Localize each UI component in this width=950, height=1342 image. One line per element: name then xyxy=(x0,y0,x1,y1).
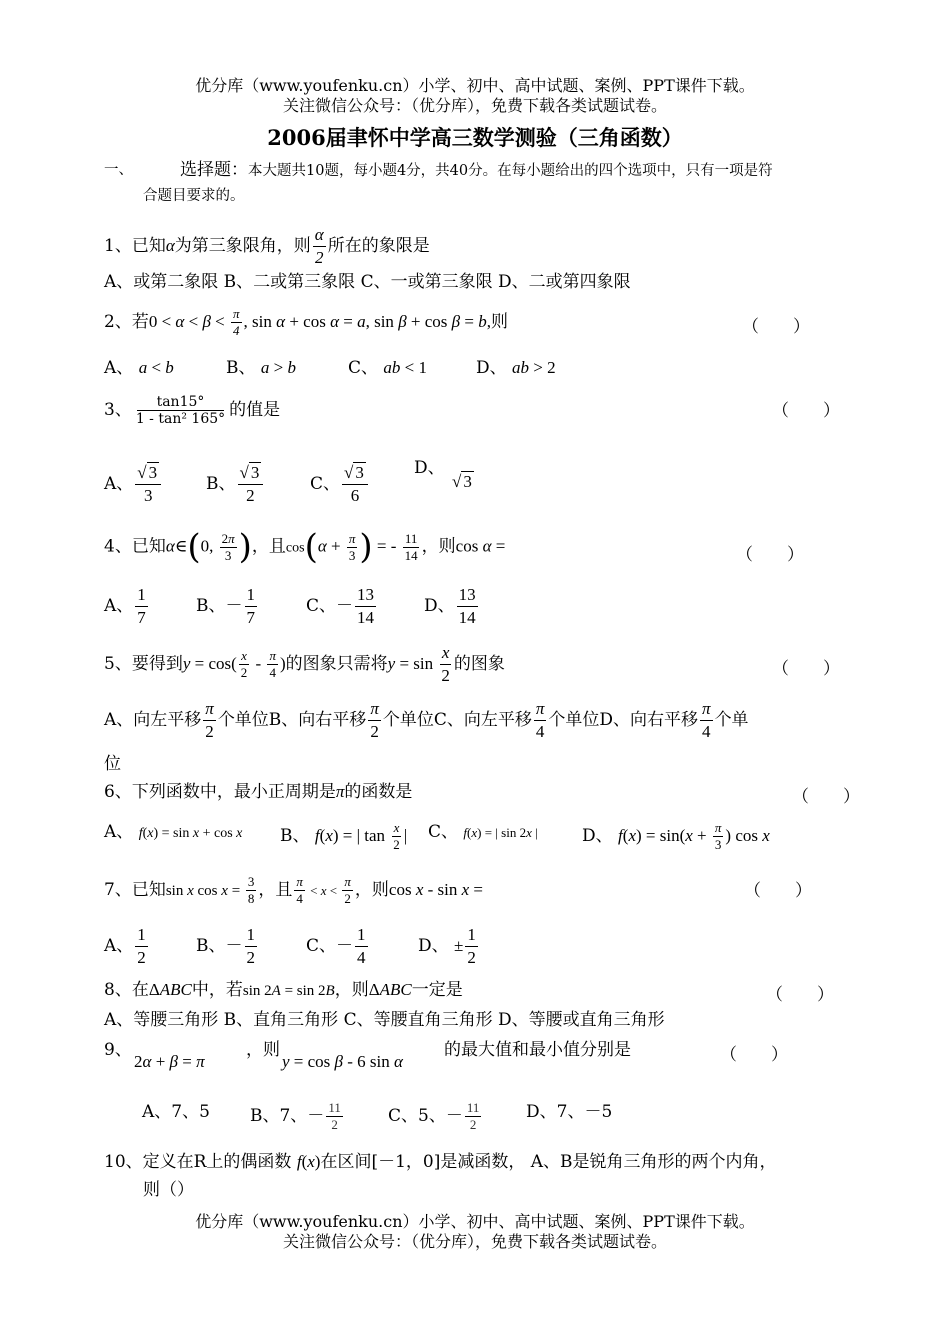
q9-option-d: D、7、－5 xyxy=(526,1102,613,1122)
question-9-expr: y = cos β - 6 sin α xyxy=(282,1052,403,1071)
question-8: 8、在ΔABC中，若sin 2A = sin 2B，则ΔABC一定是 xyxy=(104,980,463,1000)
answer-blank-3: （ ） xyxy=(772,401,840,421)
question-4: 4、已知α∈(0, $\frac{2\pi}{3}$ )，且cos(α + $\frac{\pi}{3}$ ) = - $\frac{11}{14}$ ，则cos α = xyxy=(104,527,506,567)
answer-blank-5: （ ） xyxy=(772,659,840,679)
q2-option-d: D、 ab > 2 xyxy=(476,358,556,378)
q3-option-b: B、 $\frac{√ 3}{2}$ xyxy=(206,462,265,507)
page-title: 2006届聿怀中学高三数学测验（三角函数） xyxy=(267,125,683,150)
answer-blank-6: （ ） xyxy=(792,787,860,807)
section-number: 一、 xyxy=(104,162,133,178)
q7-option-a: A、 $\frac{1}{2}$ xyxy=(104,925,146,967)
question-1: 1、已知α为第三象限角，则 $\frac{\alpha}{2}$ 所在的象限是 xyxy=(104,225,430,267)
q7-option-c: C、－ $\frac{1}{4}$ xyxy=(306,925,366,967)
q3-option-d: D、 xyxy=(414,458,445,478)
answer-blank-9: （ ） xyxy=(720,1045,788,1065)
question-9-label: 9、 xyxy=(104,1040,132,1060)
section-intro: 选择题：本大题共10题，每小题4分，共40分。在每小题给出的四个选项中，只有一项是符 xyxy=(180,160,773,180)
answer-blank-7: （ ） xyxy=(744,881,812,901)
question-6: 6、下列函数中，最小正周期是π的函数是 xyxy=(104,782,413,802)
question-9: 2α + β = π xyxy=(134,1052,205,1071)
site-footer-line2: 关注微信公众号：（优分库），免费下载各类试题试卷。 xyxy=(282,1232,667,1251)
q9-option-b: B、7、－ $\frac{11}{2}$ xyxy=(250,1100,341,1132)
q6-option-a: A、 f(x) = sin x + cos x xyxy=(104,822,243,842)
question-8-options: A、等腰三角形 B、直角三角形 C、等腰直角三角形 D、等腰或直角三角形 xyxy=(104,1010,665,1030)
answer-blank-2: （ ） xyxy=(742,317,810,337)
q7-option-d: D、 ± $\frac{1}{2}$ xyxy=(418,925,476,967)
q6-option-b: B、 f(x) = | tan $\frac{x}{2}$ | xyxy=(280,820,408,852)
site-footer-line1: 优分库（www.youfenku.cn）小学、初中、高中试题、案例、PPT课件下载。 xyxy=(195,1212,755,1231)
q3-option-d-value: √ 3 xyxy=(452,472,472,491)
question-7: 7、已知sin x cos x = $\frac{3}{8}$ ，且 $\frac{\pi}{4}$ < x < $\frac{\pi}{2}$ ，则cos x - sin x = xyxy=(104,874,484,906)
q7-option-b: B、－ $\frac{1}{2}$ xyxy=(196,925,255,967)
question-3: 3、 $\frac{\tan 15^\circ}{\text{1 - tan² 165°}}$ 的值是 xyxy=(104,394,281,427)
answer-blank-8: （ ） xyxy=(766,985,834,1005)
q2-option-b: B、 a > b xyxy=(226,358,296,378)
site-header-line2: 关注微信公众号：（优分库），免费下载各类试题试卷。 xyxy=(282,96,667,115)
q6-option-c: C、 f(x) = | sin 2x | xyxy=(428,822,538,842)
q9-option-c: C、5、－ $\frac{11}{2}$ xyxy=(388,1100,480,1132)
question-5-options-wrap: 位 xyxy=(104,754,121,774)
q4-option-b: B、－ $\frac{1}{7}$ xyxy=(196,585,255,627)
question-9-post: 的最大值和最小值分别是 xyxy=(444,1040,631,1060)
question-5: 5、要得到y = cos( $\frac{x}{2}$ - $\frac{\pi}{4}$ )的图象只需将y = sin $\frac{x}{2}$ 的图象 xyxy=(104,643,505,685)
answer-blank-4: （ ） xyxy=(736,545,804,565)
q3-option-a: A、 $\frac{√ 3}{3}$ xyxy=(104,462,163,507)
q3-option-c: C、 $\frac{√ 3}{6}$ xyxy=(310,462,370,507)
question-2: 2、若0 < α < β < $\frac{\pi}{4}$ , sin α + cos α = a, sin β + cos β = b,则 xyxy=(104,306,508,338)
question-5-options: A、向左平移 $\frac{\pi}{2}$ 个单位B、向右平移 $\frac{\pi}{2}$ 个单位C、向左平移 $\frac{\pi}{4}$ 个单位D、向右平移 $\frac{\pi}{4}$ 个单 xyxy=(104,699,749,741)
q2-option-c: C、 ab < 1 xyxy=(348,358,428,378)
section-intro-cont: 合题目要求的。 xyxy=(143,188,245,204)
q4-option-d: D、 $\frac{13}{14}$ xyxy=(424,585,476,627)
question-10-wrap: 则（） xyxy=(143,1180,194,1200)
q4-option-c: C、－ $\frac{13}{14}$ xyxy=(306,585,375,627)
question-1-options: A、或第二象限 B、二或第三象限 C、一或第三象限 D、二或第四象限 xyxy=(104,272,631,292)
site-header-line1: 优分库（www.youfenku.cn）小学、初中、高中试题、案例、PPT课件下载。 xyxy=(195,76,755,95)
question-10: 10、定义在R上的偶函数 f(x)在区间[－1，0]是减函数， A、B是锐角三角形的两个内角， xyxy=(104,1152,777,1172)
question-9-then: ，则 xyxy=(246,1040,280,1060)
q9-option-a: A、7、5 xyxy=(142,1102,210,1122)
q6-option-d: D、 f(x) = sin(x + $\frac{\pi}{3}$ ) cos x xyxy=(582,820,770,852)
question-2-options: A、 a < b xyxy=(104,358,174,378)
q4-option-a: A、 $\frac{1}{7}$ xyxy=(104,585,146,627)
